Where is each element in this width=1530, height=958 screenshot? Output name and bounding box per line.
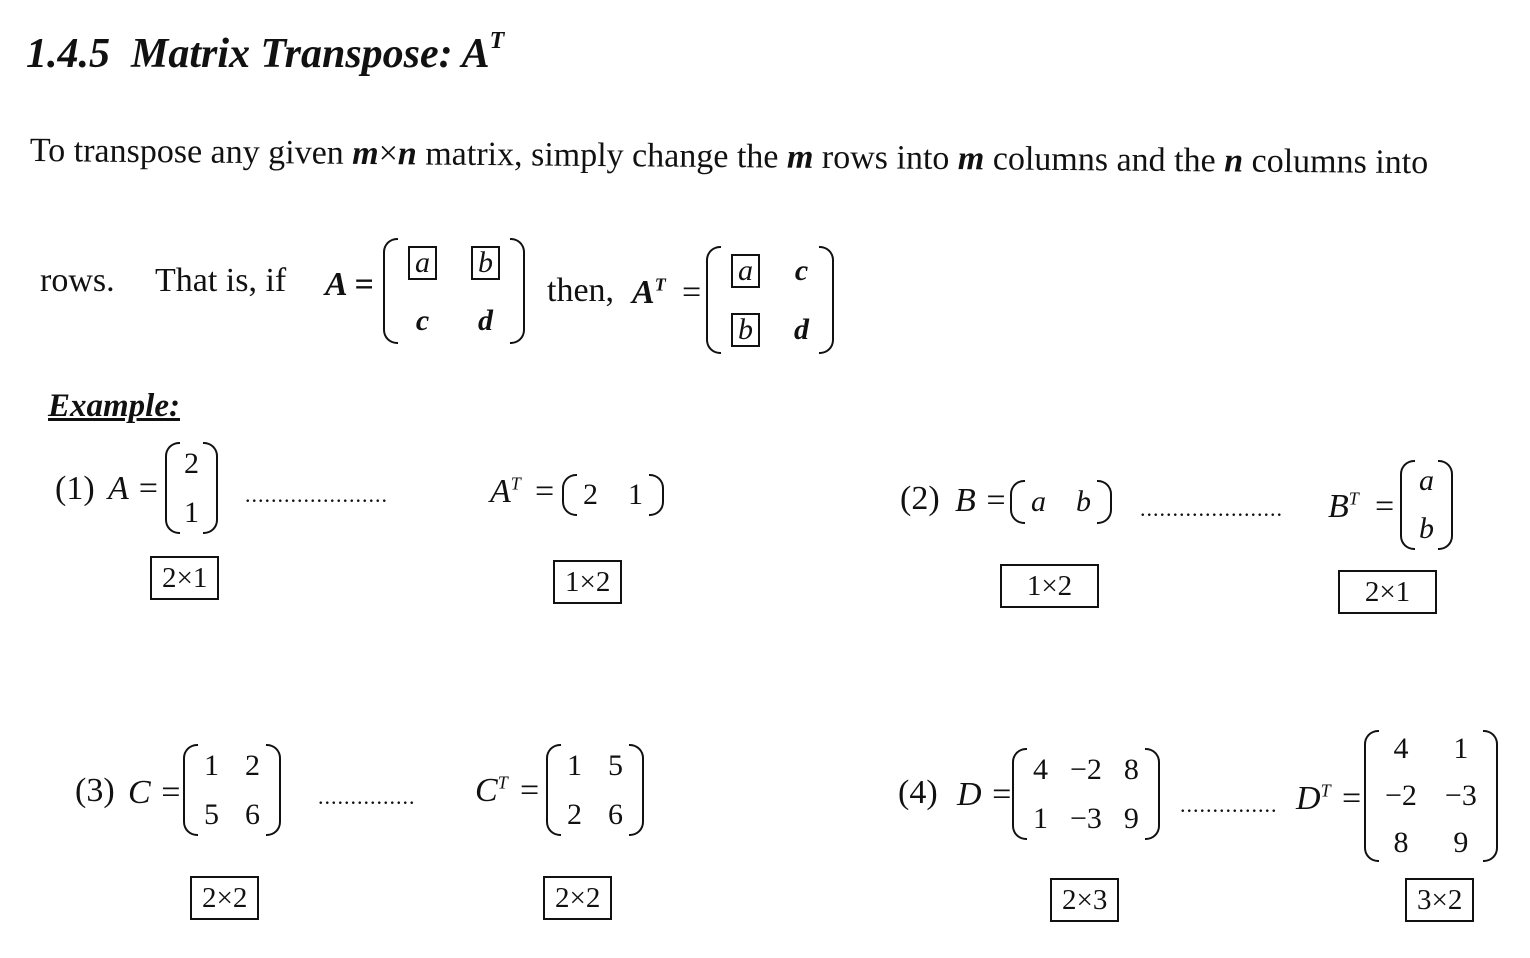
ex4-dim-box: 2×3	[1050, 878, 1119, 922]
intro-part-2: matrix, simply change the	[416, 135, 788, 176]
ex1-matrix-AT	[562, 474, 664, 516]
matrix-entry: 1	[1033, 801, 1048, 835]
matrix-entry: 9	[1123, 801, 1139, 835]
matrix-entry-c: c	[415, 304, 430, 337]
ex3-rhs-letter: C	[475, 772, 498, 809]
that-is-text: That is, if	[155, 262, 287, 299]
matrix-entry: 1	[567, 748, 582, 782]
def-equals: =	[682, 274, 702, 311]
ex2-dots: ......................	[1140, 496, 1283, 521]
then-text: then,	[547, 272, 615, 309]
right-bracket	[266, 744, 281, 836]
right-bracket	[510, 238, 525, 344]
var-n-2: n	[1224, 142, 1244, 180]
ex2-number: (2)	[900, 480, 940, 517]
intro-part-3: rows into	[813, 138, 959, 178]
rows-word: rows.	[40, 262, 115, 299]
ex3-equals: =	[520, 772, 540, 809]
def-AT-label	[632, 274, 666, 312]
matrix-entry-b: b	[731, 313, 760, 347]
ex2-rhs-sup: T	[1348, 488, 1359, 509]
left-bracket	[546, 744, 561, 836]
matrix-entry: 1	[204, 748, 219, 782]
matrix-entry: 1	[184, 495, 199, 529]
ex1-number: (1)	[55, 470, 95, 507]
ex2-rhs-letter: B	[1328, 488, 1349, 525]
matrix-entry: −3	[1444, 778, 1477, 812]
matrix-entry-d: d	[478, 304, 493, 337]
matrix-entry: 5	[608, 748, 623, 782]
ex4-dots: ...............	[1180, 792, 1278, 817]
matrix-entry: 9	[1453, 825, 1469, 859]
ex2-lhs: B =	[955, 482, 1008, 519]
intro-part-5: columns into	[1242, 142, 1429, 182]
def-AT-sup: T	[654, 274, 666, 295]
intro-part-1: To transpose any given	[29, 132, 353, 172]
ex3-lhs: C =	[128, 774, 183, 811]
ex2-matrix-B	[1010, 480, 1112, 524]
ex4-number: (4)	[898, 774, 938, 811]
matrix-entry: 4	[1033, 752, 1048, 786]
ex1-rhs-letter: A	[490, 473, 511, 510]
ex4-transpose-dim-box: 3×2	[1405, 878, 1474, 922]
ex4-matrix-DT	[1364, 730, 1498, 862]
example-label: Example:	[48, 388, 180, 424]
matrix-entry: −2	[1070, 752, 1102, 786]
matrix-entry-b: b	[471, 246, 500, 280]
ex1-lhs: A =	[108, 470, 160, 507]
matrix-entry: 4	[1393, 732, 1409, 766]
ex2-dim-box: 1×2	[1000, 564, 1099, 608]
ex4-lhs: D =	[957, 776, 1013, 813]
section-number: 1.4.5	[26, 31, 110, 77]
matrix-entry: 6	[608, 797, 623, 831]
right-bracket	[629, 744, 644, 836]
right-bracket	[819, 246, 834, 354]
matrix-entry: 8	[1123, 752, 1139, 786]
intro-part-4: columns and the	[984, 140, 1225, 180]
left-bracket	[1012, 748, 1027, 840]
ex1-matrix-A	[165, 442, 218, 534]
intro-text	[30, 132, 1429, 182]
var-m-3: m	[957, 140, 985, 178]
matrix-entry: 1	[1453, 732, 1469, 766]
ex3-dots: ...............	[318, 784, 416, 809]
ex2-rhs	[1328, 488, 1359, 526]
var-n: n	[397, 135, 417, 173]
matrix-entry: 2	[245, 748, 260, 782]
matrix-entry: 8	[1393, 825, 1409, 859]
matrix-entry: b	[1419, 512, 1434, 545]
ex4-rhs-letter: D	[1296, 780, 1321, 817]
left-bracket	[1010, 480, 1025, 524]
matrix-entry: 6	[245, 797, 260, 831]
left-bracket	[383, 238, 398, 344]
left-bracket	[165, 442, 180, 534]
ex2-matrix-BT	[1400, 460, 1453, 550]
matrix-entry: 2	[184, 446, 199, 480]
ex1-dots: ......................	[245, 482, 388, 507]
right-bracket	[1438, 460, 1453, 550]
right-bracket	[1097, 480, 1112, 524]
def-AT-A: A	[632, 274, 655, 311]
matrix-entry-a: a	[408, 246, 437, 280]
ex4-matrix-D	[1012, 748, 1160, 840]
section-heading	[26, 30, 504, 78]
left-bracket	[1364, 730, 1379, 862]
matrix-entry-d: d	[794, 312, 809, 346]
right-bracket	[1483, 730, 1498, 862]
var-m: m	[352, 134, 379, 173]
ex1-transpose-dim-box: 1×2	[553, 560, 622, 604]
times-sign: ×	[378, 135, 399, 173]
ex1-rhs	[490, 473, 521, 511]
matrix-entry: −2	[1385, 778, 1417, 812]
left-bracket	[183, 744, 198, 836]
def-matrix-AT	[706, 246, 834, 354]
left-bracket	[1400, 460, 1415, 550]
section-title: Matrix Transpose: A	[131, 31, 490, 77]
matrix-entry: 1	[628, 478, 643, 511]
matrix-entry: b	[1076, 485, 1091, 518]
def-A-equals: A =	[325, 266, 374, 303]
matrix-entry-c: c	[794, 253, 809, 287]
ex3-rhs-sup: T	[497, 772, 508, 793]
ex3-transpose-dim-box: 2×2	[543, 876, 612, 920]
matrix-entry: 2	[567, 797, 582, 831]
matrix-entry: 5	[204, 797, 219, 831]
ex3-dim-box: 2×2	[190, 876, 259, 920]
ex2-transpose-dim-box: 2×1	[1338, 570, 1437, 614]
ex4-rhs-sup: T	[1320, 780, 1331, 801]
left-bracket	[562, 474, 577, 516]
ex3-rhs	[475, 772, 508, 810]
matrix-entry: a	[1419, 464, 1434, 497]
matrix-entry: 2	[583, 478, 598, 511]
ex3-matrix-C	[183, 744, 281, 836]
ex2-equals: =	[1375, 488, 1395, 525]
var-m-2: m	[786, 138, 814, 176]
ex1-dim-box: 2×1	[150, 556, 219, 600]
right-bracket	[649, 474, 664, 516]
right-bracket	[203, 442, 218, 534]
ex3-number: (3)	[75, 772, 115, 809]
def-matrix-A	[383, 238, 525, 344]
left-bracket	[706, 246, 721, 354]
matrix-entry: a	[1031, 485, 1046, 518]
matrix-entry: −3	[1070, 801, 1102, 835]
ex3-matrix-CT	[546, 744, 644, 836]
ex1-equals: =	[535, 473, 555, 510]
section-title-superscript: T	[489, 28, 505, 54]
matrix-entry-a: a	[731, 254, 760, 288]
ex4-rhs	[1296, 780, 1331, 818]
ex1-rhs-sup: T	[510, 473, 521, 494]
right-bracket	[1145, 748, 1160, 840]
ex4-equals: =	[1342, 780, 1362, 817]
